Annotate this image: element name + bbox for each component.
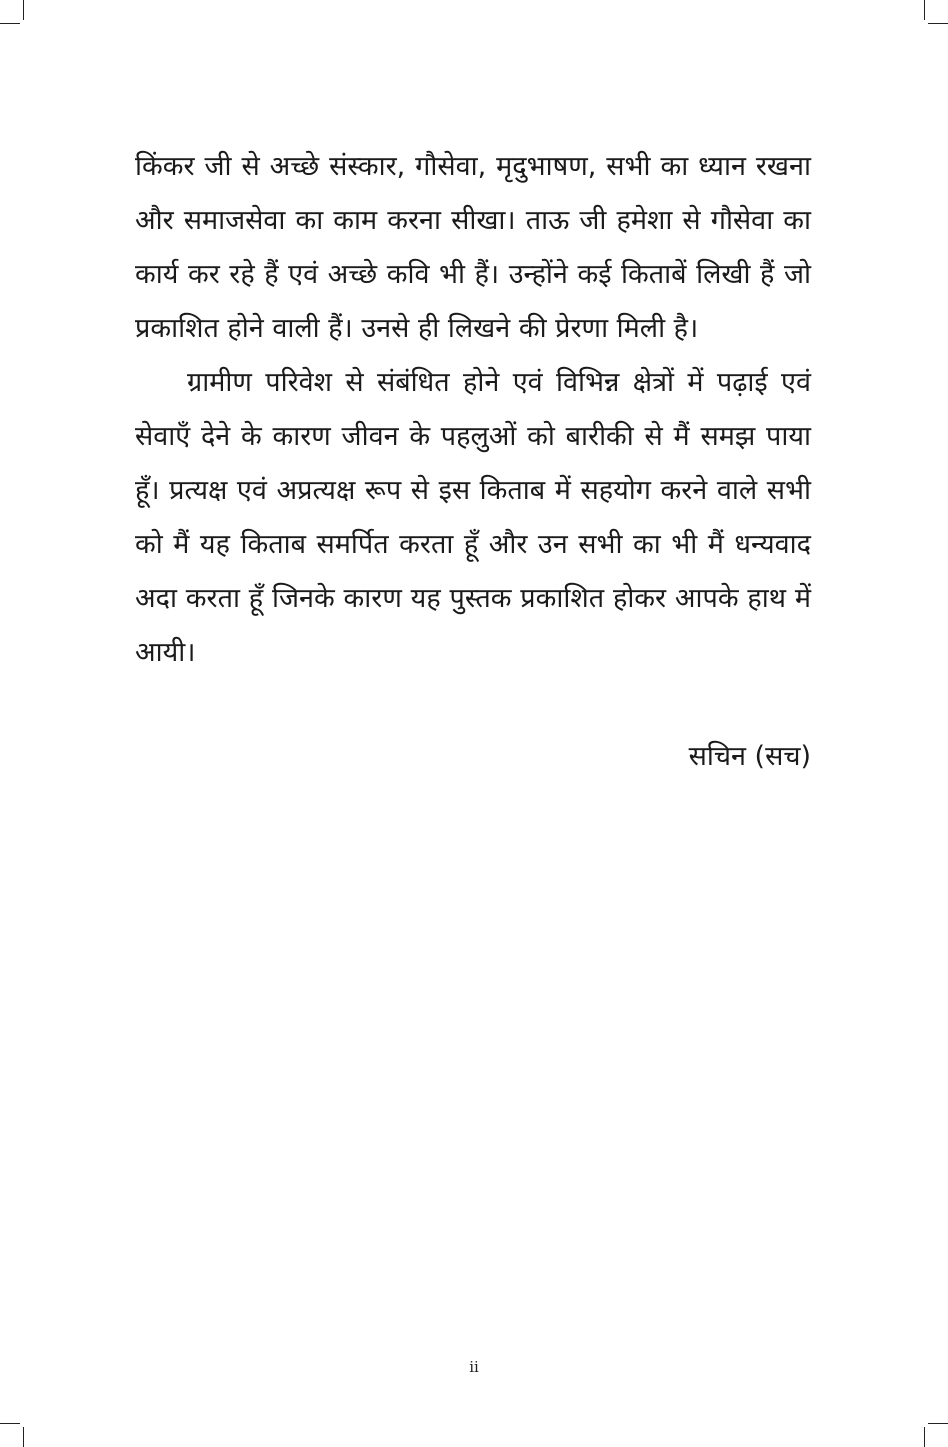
crop-mark-bottom-right-horizontal	[928, 1423, 948, 1424]
author-signature: सचिन (सच)	[688, 741, 811, 772]
crop-mark-bottom-right	[924, 1427, 925, 1447]
crop-mark-top-right-horizontal	[928, 23, 948, 24]
crop-mark-top-left-horizontal	[0, 23, 20, 24]
paragraph-2: ग्रामीण परिवेश से संबंधित होने एवं विभिन्न क्षेत्रों में पढ़ाई एवं सेवाएँ देने के कारण जीवन के पहलुओं को बारीकी से मैं समझ पाया हूँ। प्रत्यक्ष एवं अप्रत्यक्ष रूप से इस किताब में सहयोग करने वाले सभी को मैं यह किताब समर्पित करता हूँ और उन सभी का भी मैं धन्यवाद अदा करता हूँ जिनके कारण यह पुस्तक प्रकाशित होकर आपके हाथ में आयी।	[135, 367, 811, 668]
crop-mark-bottom-left-horizontal	[0, 1423, 20, 1424]
crop-mark-top-right	[924, 0, 925, 20]
paragraph-1: किंकर जी से अच्छे संस्कार, गौसेवा, मृदुभाषण, सभी का ध्यान रखना और समाजसेवा का काम करना सीखा। ताऊ जी हमेशा से गौसेवा का कार्य कर रहे हैं एवं अच्छे कवि भी हैं। उन्होंने कई किताबें लिखी हैं जो प्रकाशित होने वाली हैं। उनसे ही लिखने की प्रेरणा मिली है।	[135, 151, 811, 344]
body-text	[135, 140, 811, 680]
page-number: ii	[469, 1358, 479, 1376]
crop-mark-bottom-left	[23, 1427, 24, 1447]
crop-mark-top-left	[23, 0, 24, 20]
